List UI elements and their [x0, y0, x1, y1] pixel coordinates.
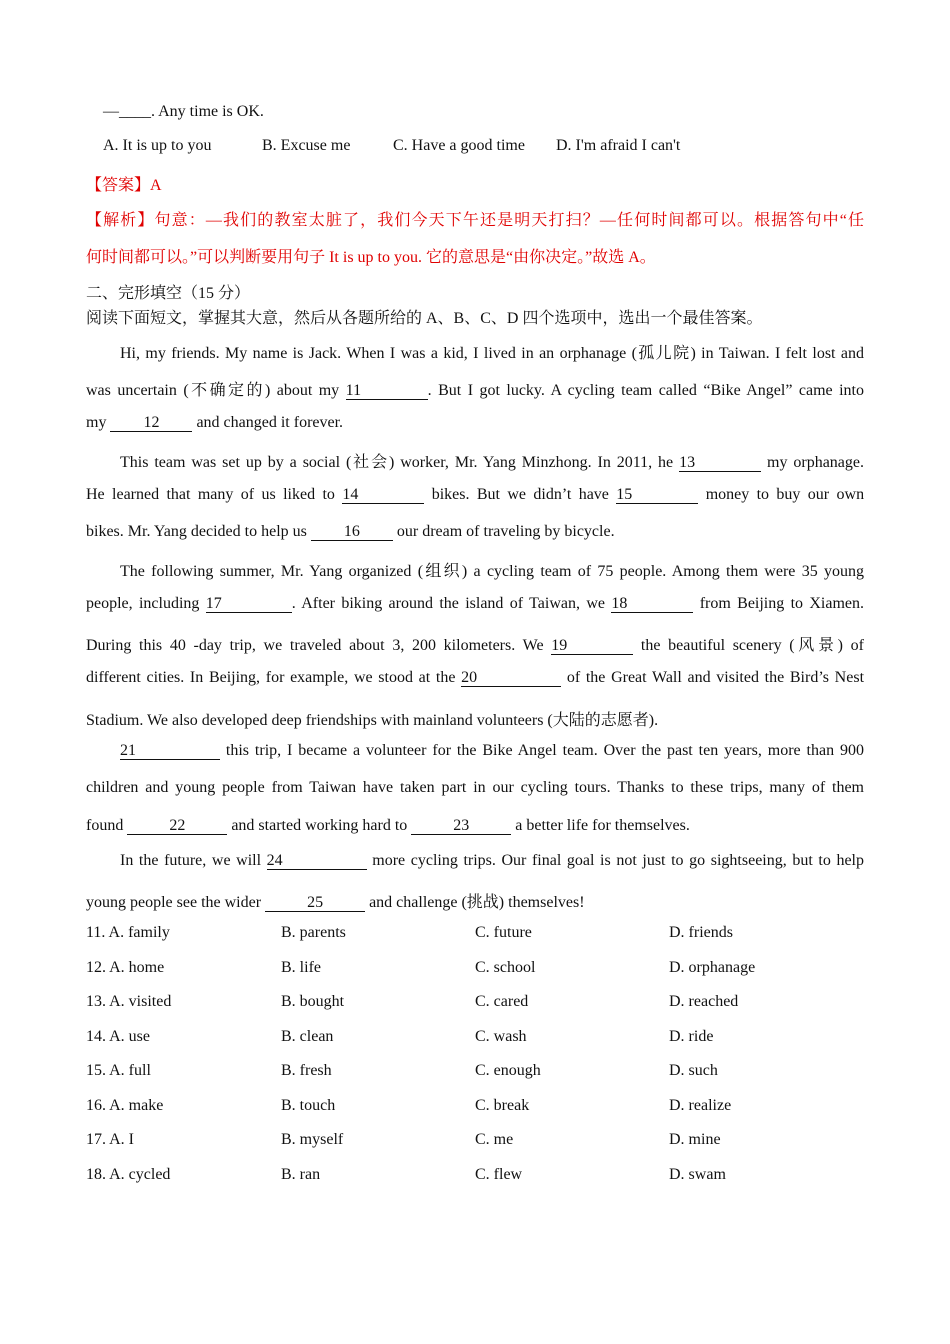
- text-span: more cycling trips. Our final goal is not just to go sightseeing, but to help: [372, 852, 865, 869]
- passage-p2-line3: [86, 523, 615, 541]
- prev-option-b: B. Excuse me: [262, 137, 351, 154]
- text-span: my: [86, 414, 107, 431]
- text-span: this trip, I became a volunteer for the Bike Angel team. Over the past ten years, more than 900: [225, 742, 864, 759]
- answer-label: 【答案】A: [86, 177, 162, 194]
- text-span: . But I got lucky. A cycling team called “Bike Angel” came into: [427, 382, 865, 399]
- text-span: money to buy our own: [705, 486, 865, 503]
- section-heading: 二、完形填空（15 分）: [86, 285, 251, 302]
- q18-option-a: 18. A. cycled: [86, 1166, 171, 1183]
- blank-22: 22: [127, 818, 227, 835]
- q13-option-b: B. bought: [281, 993, 345, 1010]
- passage-p5-line1: [120, 852, 864, 870]
- text-span: found: [86, 817, 124, 834]
- blank-15: 15: [616, 487, 698, 504]
- text-span: from Beijing to Xiamen.: [699, 595, 865, 612]
- q15-option-b: B. fresh: [281, 1062, 332, 1079]
- blank-24: 24: [267, 853, 367, 870]
- q15-option-d: D. such: [669, 1062, 718, 1079]
- q17-option-d: D. mine: [669, 1131, 721, 1148]
- passage-p2-line2: [86, 486, 864, 504]
- q12-option-d: D. orphanage: [669, 959, 756, 976]
- q17-option-c: C. me: [475, 1131, 514, 1148]
- q16-option-a: 16. A. make: [86, 1097, 164, 1114]
- dialog-line: —____. Any time is OK.: [103, 103, 264, 120]
- blank-21: 21: [120, 743, 220, 760]
- blank-19: 19: [551, 638, 633, 655]
- blank-23: 23: [411, 818, 511, 835]
- passage-p5-line2: [86, 889, 585, 912]
- blank-14: 14: [342, 487, 424, 504]
- text-span: our dream of traveling by bicycle.: [396, 523, 615, 540]
- text-span: of the Great Wall and visited the Bird’s Nest: [566, 669, 865, 686]
- q13-option-d: D. reached: [669, 993, 739, 1010]
- q12-option-b: B. life: [281, 959, 321, 976]
- text-span: young people see the wider: [86, 894, 262, 911]
- text-span: bikes. Mr. Yang decided to help us: [86, 523, 307, 540]
- blank-13: 13: [679, 455, 761, 472]
- passage-p1-line1: Hi, my friends. My name is Jack. When I was a kid, I lived in an orphanage (孤儿院) in Taiwan. I felt lost and: [120, 345, 864, 362]
- text-span: my orphanage.: [767, 454, 865, 471]
- passage-p2-line1: [120, 449, 864, 472]
- blank-20: 20: [461, 670, 561, 687]
- blank-17: 17: [206, 596, 292, 613]
- text-span: and changed it forever.: [196, 414, 344, 431]
- q17-option-a: 17. A. I: [86, 1131, 134, 1148]
- q12-option-a: 12. A. home: [86, 959, 165, 976]
- blank-11: 11: [346, 383, 428, 400]
- q11-option-b: B. parents: [281, 924, 346, 941]
- q14-option-a: 14. A. use: [86, 1028, 150, 1045]
- passage-p3-line5: Stadium. We also developed deep friendships with mainland volunteers (大陆的志愿者).: [86, 712, 659, 729]
- q16-option-d: D. realize: [669, 1097, 732, 1114]
- q11-option-d: D. friends: [669, 924, 733, 941]
- q12-option-c: C. school: [475, 959, 536, 976]
- section-instruction: 阅读下面短文，掌握其大意，然后从各题所给的 A、B、C、D 四个选项中，选出一个最佳答案。: [86, 310, 763, 327]
- passage-p4-line3: [86, 817, 690, 835]
- text-span: He learned that many of us liked to: [86, 486, 335, 503]
- q14-option-b: B. clean: [281, 1028, 334, 1045]
- text-span: . After biking around the island of Taiwan, we: [291, 595, 606, 612]
- q16-option-b: B. touch: [281, 1097, 336, 1114]
- prev-option-a: A. It is up to you: [103, 137, 212, 154]
- q14-option-c: C. wash: [475, 1028, 527, 1045]
- passage-p1-line3: [86, 414, 343, 432]
- q11-option-a: 11. A. family: [86, 924, 170, 941]
- analysis-line-1: 【解析】句意：—我们的教室太脏了，我们今天下午还是明天打扫？—任何时间都可以。根据答句中“任: [86, 212, 864, 229]
- q13-option-c: C. cared: [475, 993, 529, 1010]
- text-span: was uncertain (不确定的) about my: [86, 382, 340, 399]
- q18-option-c: C. flew: [475, 1166, 523, 1183]
- passage-p4-line2: children and young people from Taiwan have taken part in our cycling tours. Thanks to these trips, many of them: [86, 779, 864, 796]
- text-span: and challenge (挑战) themselves!: [369, 894, 585, 911]
- analysis-line-2: 何时间都可以。”可以判断要用句子 It is up to you. 它的意思是“由你决定。”故选 A。: [86, 249, 656, 266]
- text-span: During this 40 -day trip, we traveled about 3, 200 kilometers. We: [86, 637, 544, 654]
- passage-p1-line2: [86, 377, 864, 400]
- text-span: and started working hard to: [231, 817, 408, 834]
- blank-16: 16: [311, 524, 393, 541]
- passage-p3-line4: [86, 669, 864, 687]
- blank-18: 18: [611, 596, 693, 613]
- passage-p4-line1: [120, 742, 864, 760]
- q15-option-a: 15. A. full: [86, 1062, 151, 1079]
- passage-p3-line3: [86, 632, 864, 655]
- q17-option-b: B. myself: [281, 1131, 344, 1148]
- text-span: This team was set up by a social (社会) worker, Mr. Yang Minzhong. In 2011, he: [120, 454, 674, 471]
- q11-option-c: C. future: [475, 924, 532, 941]
- blank-25: 25: [265, 895, 365, 912]
- prev-option-c: C. Have a good time: [393, 137, 525, 154]
- q14-option-d: D. ride: [669, 1028, 714, 1045]
- blank-12: 12: [110, 415, 192, 432]
- passage-p3-line1: The following summer, Mr. Yang organized (组织) a cycling team of 75 people. Among them were 35 young: [120, 563, 864, 580]
- q16-option-c: C. break: [475, 1097, 530, 1114]
- q18-option-d: D. swam: [669, 1166, 726, 1183]
- q18-option-b: B. ran: [281, 1166, 321, 1183]
- text-span: a better life for themselves.: [515, 817, 690, 834]
- text-span: bikes. But we didn’t have: [431, 486, 609, 503]
- q15-option-c: C. enough: [475, 1062, 541, 1079]
- text-span: people, including: [86, 595, 200, 612]
- text-span: different cities. In Beijing, for example, we stood at the: [86, 669, 456, 686]
- text-span: the beautiful scenery (风景) of: [640, 637, 864, 654]
- q13-option-a: 13. A. visited: [86, 993, 172, 1010]
- text-span: In the future, we will: [120, 852, 262, 869]
- prev-option-d: D. I'm afraid I can't: [556, 137, 681, 154]
- passage-p3-line2: [86, 595, 864, 613]
